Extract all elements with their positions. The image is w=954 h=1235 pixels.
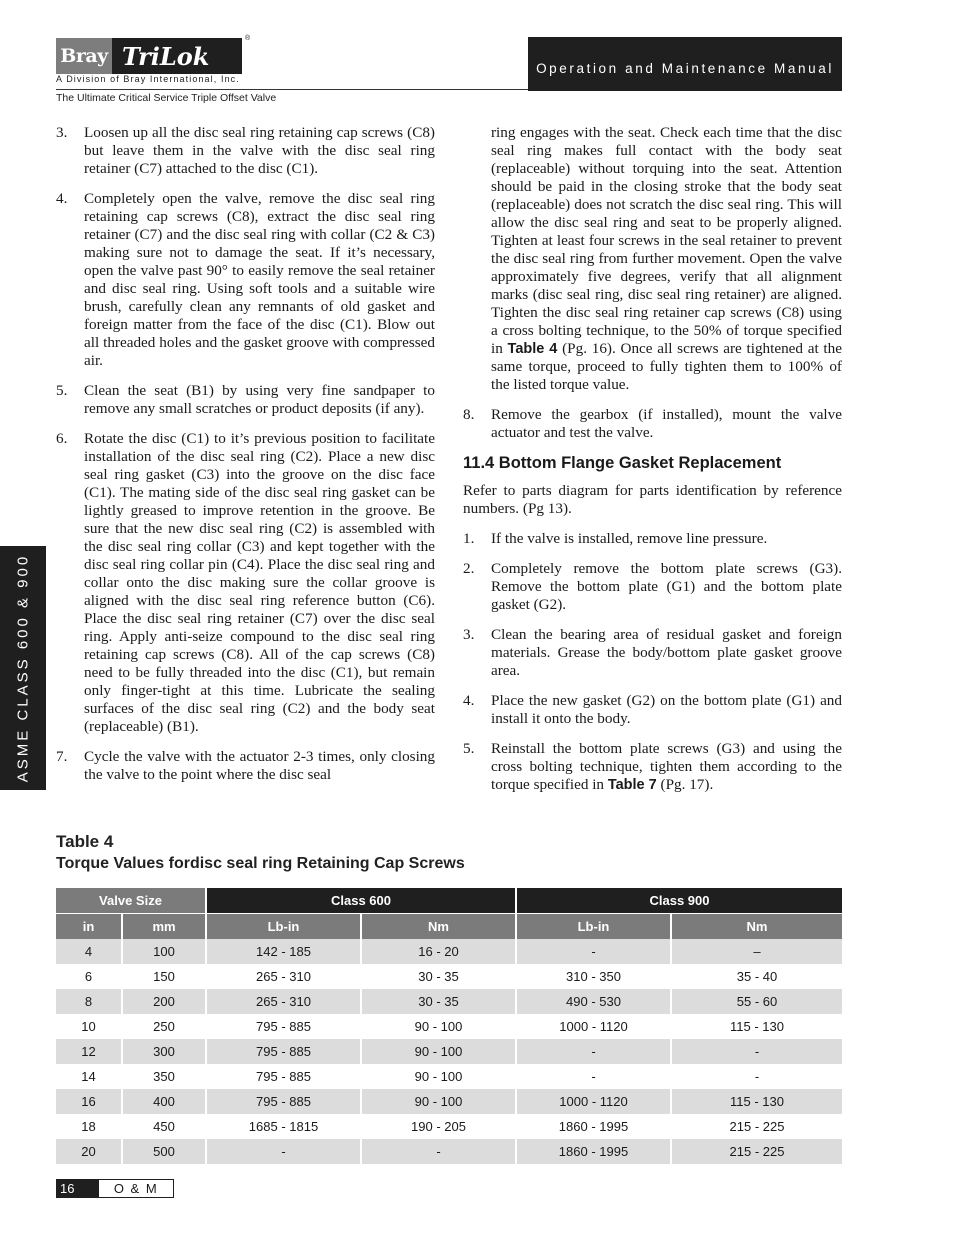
continuation-text-b: (Pg. 16). Once all screws are tightened at the same torque, proceed to fully tighten them to 100% of the listed torque value. xyxy=(491,340,842,393)
cell-900-nm: 55 - 60 xyxy=(672,989,842,1014)
cell-mm: 200 xyxy=(123,989,207,1014)
item-text: Completely remove the bottom plate screws (G3). Remove the bottom plate (G1) and the bottom plate gasket (G2). xyxy=(491,560,842,613)
right-column xyxy=(463,124,842,806)
cell-mm: 150 xyxy=(123,964,207,989)
cell-600-lbin: - xyxy=(207,1139,362,1164)
side-tab-label: ASME CLASS 600 & 900 xyxy=(14,553,32,783)
list-item xyxy=(463,740,842,794)
cell-in: 6 xyxy=(56,964,123,989)
footer-section: O & M xyxy=(98,1179,174,1198)
table-7-reference: Table 7 xyxy=(607,777,657,793)
list-item xyxy=(463,406,842,442)
table-row xyxy=(56,1139,842,1164)
page-number: 16 xyxy=(56,1179,98,1198)
cell-600-lbin: 795 - 885 xyxy=(207,1014,362,1039)
cell-900-lbin: 1000 - 1120 xyxy=(517,1014,672,1039)
item-text: Remove the gearbox (if installed), mount the valve actuator and test the valve. xyxy=(491,406,842,441)
cell-900-nm: - xyxy=(672,1039,842,1064)
section-heading: 11.4 Bottom Flange Gasket Replacement xyxy=(463,454,782,472)
cell-600-lbin: 1685 - 1815 xyxy=(207,1114,362,1139)
cell-900-lbin: - xyxy=(517,1064,672,1089)
cell-600-nm: 90 - 100 xyxy=(362,1089,517,1114)
cell-600-nm: 30 - 35 xyxy=(362,964,517,989)
item-text: Rotate the disc (C1) to it’s previous position to facilitate installation of the disc seal ring (C2). Place a new disc seal ring gasket (C3) into the groove on the disc face (C1). The mating side of the disc seal ring gasket can be lightly greased to improve retention in the groove. Be sure that the new disc seal ring (C2) is assembled with the disc seal ring collar (C3) and kept together with the disc seal ring collar pin (C4). Place the disc seal ring and collar onto the disc making sure the collar groove is aligned with the disc seal ring reference button (C6). Place the disc seal ring retainer (C7) over the disc seal ring. Apply anti-seize compound to the disc seal ring retaining cap screws (C8). All of the cap screws (C8) need to be fully threaded into the disc (C1), but remain only finger-tight at this time. Lubricate the sealing surfaces of the disc seal ring (C2) and the body seat (replaceable) (B1). xyxy=(84,430,435,735)
cell-900-nm: - xyxy=(754,1069,760,1084)
table-row xyxy=(56,989,842,1014)
cell-600-lbin: 795 - 885 xyxy=(207,1039,362,1064)
cell-600-nm: 16 - 20 xyxy=(362,939,517,964)
cell-600-nm: 90 - 100 xyxy=(362,1064,517,1089)
item-7-continuation xyxy=(463,124,842,394)
logo-trilok: TriLok xyxy=(112,38,242,74)
header-class-900: Class 900 xyxy=(517,888,842,913)
cell-in: 18 xyxy=(56,1114,123,1139)
item-number: 3. xyxy=(56,124,68,141)
brand-logo xyxy=(56,35,251,74)
list-item xyxy=(56,124,435,178)
cell-900-nm: 115 - 130 xyxy=(730,1019,784,1034)
list-item xyxy=(56,748,435,784)
cell-900-nm: – xyxy=(672,939,842,964)
cell-in: 4 xyxy=(56,939,123,964)
table-row xyxy=(56,1064,842,1089)
item-text: Clean the bearing area of residual gasket and foreign materials. Grease the body/bottom plate gasket groove area. xyxy=(491,626,842,679)
cell-in: 14 xyxy=(56,1064,123,1089)
cell-in: 8 xyxy=(56,989,123,1014)
cell-600-lbin: 795 - 885 xyxy=(207,1089,362,1114)
list-item xyxy=(463,530,842,548)
header-600-lbin: Lb-in xyxy=(207,913,362,939)
table-sub-header-row xyxy=(56,913,842,939)
torque-table xyxy=(56,888,842,1164)
header-class-600: Class 600 xyxy=(207,888,517,913)
table-row xyxy=(56,1014,842,1039)
cell-mm: 400 xyxy=(123,1089,207,1114)
cell-600-lbin: 265 - 310 xyxy=(207,964,362,989)
item-text: Loosen up all the disc seal ring retaining cap screws (C8) but leave them in the valve with the disc seal ring retainer (C7) attached to the disc (C1). xyxy=(84,124,435,177)
item-number: 4. xyxy=(56,190,68,207)
table-row xyxy=(56,939,842,964)
list-item xyxy=(463,692,842,728)
cell-900-lbin: 1860 - 1995 xyxy=(517,1139,672,1164)
left-column xyxy=(56,124,435,796)
cell-mm: 250 xyxy=(123,1014,207,1039)
header-900-nm: Nm xyxy=(672,913,842,939)
item-number: 4. xyxy=(463,692,475,709)
item-number: 7. xyxy=(56,748,68,765)
cell-900-lbin: 1000 - 1120 xyxy=(517,1089,672,1114)
cell-900-nm: 115 - 130 xyxy=(672,1089,842,1114)
cell-in: 10 xyxy=(56,1014,123,1039)
cell-600-nm: - xyxy=(362,1139,517,1164)
header-rule xyxy=(56,89,528,90)
item-number: 2. xyxy=(463,560,475,577)
cell-mm: 450 xyxy=(123,1114,207,1139)
cell-900-nm: 215 - 225 xyxy=(729,1119,785,1134)
table-caption: Torque Values fordisc seal ring Retaining Cap Screws xyxy=(56,855,465,872)
cell-in: 12 xyxy=(56,1039,123,1064)
table-row xyxy=(56,1114,842,1139)
list-item xyxy=(56,430,435,736)
cell-600-lbin: 142 - 185 xyxy=(207,939,362,964)
cell-600-lbin: 265 - 310 xyxy=(207,989,362,1014)
item5-text-b: (Pg. 17). xyxy=(656,776,714,793)
cell-600-nm: 30 - 35 xyxy=(362,989,517,1014)
cell-900-lbin: - xyxy=(517,1039,672,1064)
cell-mm: 300 xyxy=(123,1039,207,1064)
division-text: A Division of Bray International, Inc. xyxy=(56,74,240,84)
item-text: If the valve is installed, remove line pressure. xyxy=(491,530,768,547)
manual-title: Operation and Maintenance Manual xyxy=(528,37,842,91)
list-item xyxy=(463,560,842,614)
side-tab xyxy=(0,546,46,790)
cell-900-nm: 35 - 40 xyxy=(736,969,778,984)
cell-600-nm: 90 - 100 xyxy=(362,1014,517,1039)
table-group-header-row xyxy=(56,888,842,913)
item-text: Clean the seat (B1) by using very fine sandpaper to remove any small scratches or product deposits (if any). xyxy=(84,382,435,417)
table-label: Table 4 xyxy=(56,832,114,851)
item-number: 1. xyxy=(463,530,475,547)
header-mm: mm xyxy=(123,913,207,939)
cell-900-lbin: 1860 - 1995 xyxy=(517,1114,672,1139)
item-number: 3. xyxy=(463,626,475,643)
item-text xyxy=(491,740,842,794)
item5-text-a: Reinstall the bottom plate screws (G3) and using the cross bolting technique, tighten them according to the torque specified in xyxy=(491,740,842,793)
cell-mm: 350 xyxy=(123,1064,207,1089)
header-valve-size: Valve Size xyxy=(56,888,207,913)
cell-600-lbin: 795 - 885 xyxy=(207,1064,362,1089)
cell-900-lbin: 490 - 530 xyxy=(517,989,672,1014)
cell-900-lbin: 310 - 350 xyxy=(517,964,672,989)
table-row xyxy=(56,1039,842,1064)
cell-600-nm: 190 - 205 xyxy=(362,1114,517,1139)
cell-in: 20 xyxy=(56,1139,123,1164)
item-number: 5. xyxy=(463,740,475,757)
tagline: The Ultimate Critical Service Triple Offset Valve xyxy=(56,92,277,104)
table-4-reference: Table 4 xyxy=(507,341,558,357)
item-text: Place the new gasket (G2) on the bottom plate (G1) and install it onto the body. xyxy=(491,692,842,727)
table-row xyxy=(56,1089,842,1114)
logo-bray: Bray xyxy=(56,38,112,74)
item-text: Cycle the valve with the actuator 2-3 times, only closing the valve to the point where the disc seal xyxy=(84,748,435,783)
cell-900-nm: 215 - 225 xyxy=(672,1139,842,1164)
item-text: Completely open the valve, remove the disc seal ring retaining cap screws (C8), extract the disc seal ring retainer (C7) and the disc seal ring with collar (C2 & C3) making sure not to damage the seat. If it’s necessary, open the valve past 90° to easily remove the seal retainer and disc seal ring. Using soft tools and a suitable wire brush, carefully clean any remnants of old gasket and foreign matter from the face of the disc (C1). Blow out all threaded holes and the gasket groove with compressed air. xyxy=(84,190,435,369)
table-row xyxy=(56,964,842,989)
continuation-text-a: ring engages with the seat. Check each time that the disc seal ring makes full contact with the body seat (replaceable) without torquing into the seat. Attention should be paid in the closing stroke that the body seat (replaceable) does not scratch the disc seal ring. This will allow the disc seal ring and seat to be properly aligned. Tighten at least four screws in the seal retainer to prevent the disc seal ring from further movement. Open the valve approximately five degrees, verify that all alignment marks (disc seal ring, disc seal ring retainer) are aligned. Tighten the disc seal ring retainer cap screws (C8) using a cross bolting technique, to the 50% of torque specified in xyxy=(491,124,842,357)
cell-mm: 500 xyxy=(123,1139,207,1164)
cell-in: 16 xyxy=(56,1089,123,1114)
cell-900-lbin: - xyxy=(517,939,672,964)
section-intro: Refer to parts diagram for parts identification by reference numbers. (Pg 13). xyxy=(463,482,842,517)
registered-mark: ® xyxy=(245,35,251,42)
list-item xyxy=(56,382,435,418)
cell-600-nm: 90 - 100 xyxy=(362,1039,517,1064)
list-item xyxy=(56,190,435,370)
list-item xyxy=(463,626,842,680)
cell-mm: 100 xyxy=(123,939,207,964)
item-number: 8. xyxy=(463,406,475,423)
header-900-lbin: Lb-in xyxy=(517,913,672,939)
header-in: in xyxy=(56,913,123,939)
item-number: 6. xyxy=(56,430,68,447)
item-number: 5. xyxy=(56,382,68,399)
header-600-nm: Nm xyxy=(362,913,517,939)
